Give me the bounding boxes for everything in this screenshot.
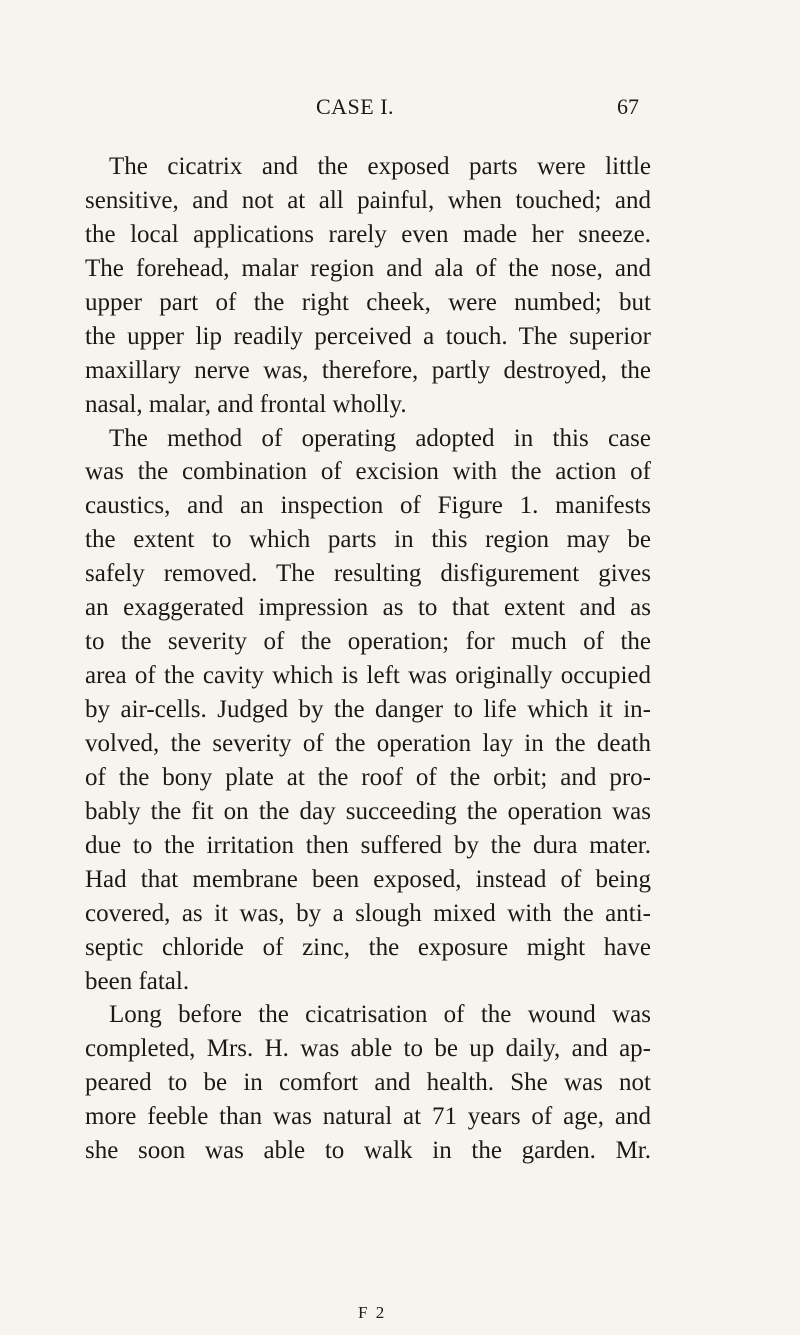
paragraph-3-line-2: completed, Mrs. H. was able to be up daily, and ap- xyxy=(85,1035,651,1063)
paragraph-1-line-6: the upper lip readily perceived a touch. The superior xyxy=(85,322,651,350)
paragraph-1-line-7: maxillary nerve was, therefore, partly destroyed, the xyxy=(85,356,651,384)
paragraph-1-line-5: upper part of the right cheek, were numbed; but xyxy=(85,288,651,316)
paragraph-3-line-1: Long before the cicatrisation of the wound was xyxy=(109,1001,651,1029)
paragraph-2-line-8: area of the cavity which is left was originally occupied xyxy=(85,662,651,690)
paragraph-2-line-12: bably the fit on the day succeeding the operation was xyxy=(85,797,651,825)
paragraph-1-line-8: nasal, malar, and frontal wholly. xyxy=(85,390,407,418)
paragraph-3-line-5: she soon was able to walk in the garden. Mr. xyxy=(85,1137,651,1165)
paragraph-1-line-2: sensitive, and not at all painful, when touched; and xyxy=(85,186,651,214)
running-title: CASE I. xyxy=(316,94,395,119)
paragraph-2-line-2: was the combination of excision with the action of xyxy=(85,458,651,486)
paragraph-2-line-1: The method of operating adopted in this case xyxy=(109,424,651,452)
paragraph-2-line-3: caustics, and an inspection of Figure 1. manifests xyxy=(85,492,651,520)
paragraph-2-line-11: of the bony plate at the roof of the orbit; and pro- xyxy=(85,763,651,791)
paragraph-3-line-3: peared to be in comfort and health. She was not xyxy=(85,1069,651,1097)
paragraph-2-line-6: an exaggerated impression as to that extent and as xyxy=(85,594,651,622)
paragraph-2-line-5: safely removed. The resulting disfigurement gives xyxy=(85,560,651,588)
paragraph-2-line-10: volved, the severity of the operation lay in the death xyxy=(85,729,651,757)
paragraph-2-line-4: the extent to which parts in this region may be xyxy=(85,526,651,554)
paragraph-2-line-14: Had that membrane been exposed, instead of being xyxy=(85,865,651,893)
paragraph-1-line-1: The cicatrix and the exposed parts were little xyxy=(109,153,651,180)
paragraph-2-line-9: by air-cells. Judged by the danger to life which it in- xyxy=(85,696,651,723)
paragraph-1-line-4: The forehead, malar region and ala of the nose, and xyxy=(85,254,651,282)
page-header xyxy=(0,94,800,124)
paragraph-2-line-15: covered, as it was, by a slough mixed with the anti- xyxy=(85,899,651,927)
signature-mark: F 2 xyxy=(358,1303,387,1322)
paragraph-2-line-7: to the severity of the operation; for much of the xyxy=(85,628,651,656)
paragraph-1-line-3: the local applications rarely even made her sneeze. xyxy=(85,220,651,248)
page-number: 67 xyxy=(617,94,639,119)
paragraph-2-line-13: due to the irritation then suffered by the dura mater. xyxy=(85,831,651,859)
paragraph-3-line-4: more feeble than was natural at 71 years of age, and xyxy=(85,1103,651,1131)
paragraph-2-line-17: been fatal. xyxy=(85,967,190,995)
body-text xyxy=(85,150,651,1168)
paragraph-2-line-16: septic chloride of zinc, the exposure might have xyxy=(85,933,651,961)
